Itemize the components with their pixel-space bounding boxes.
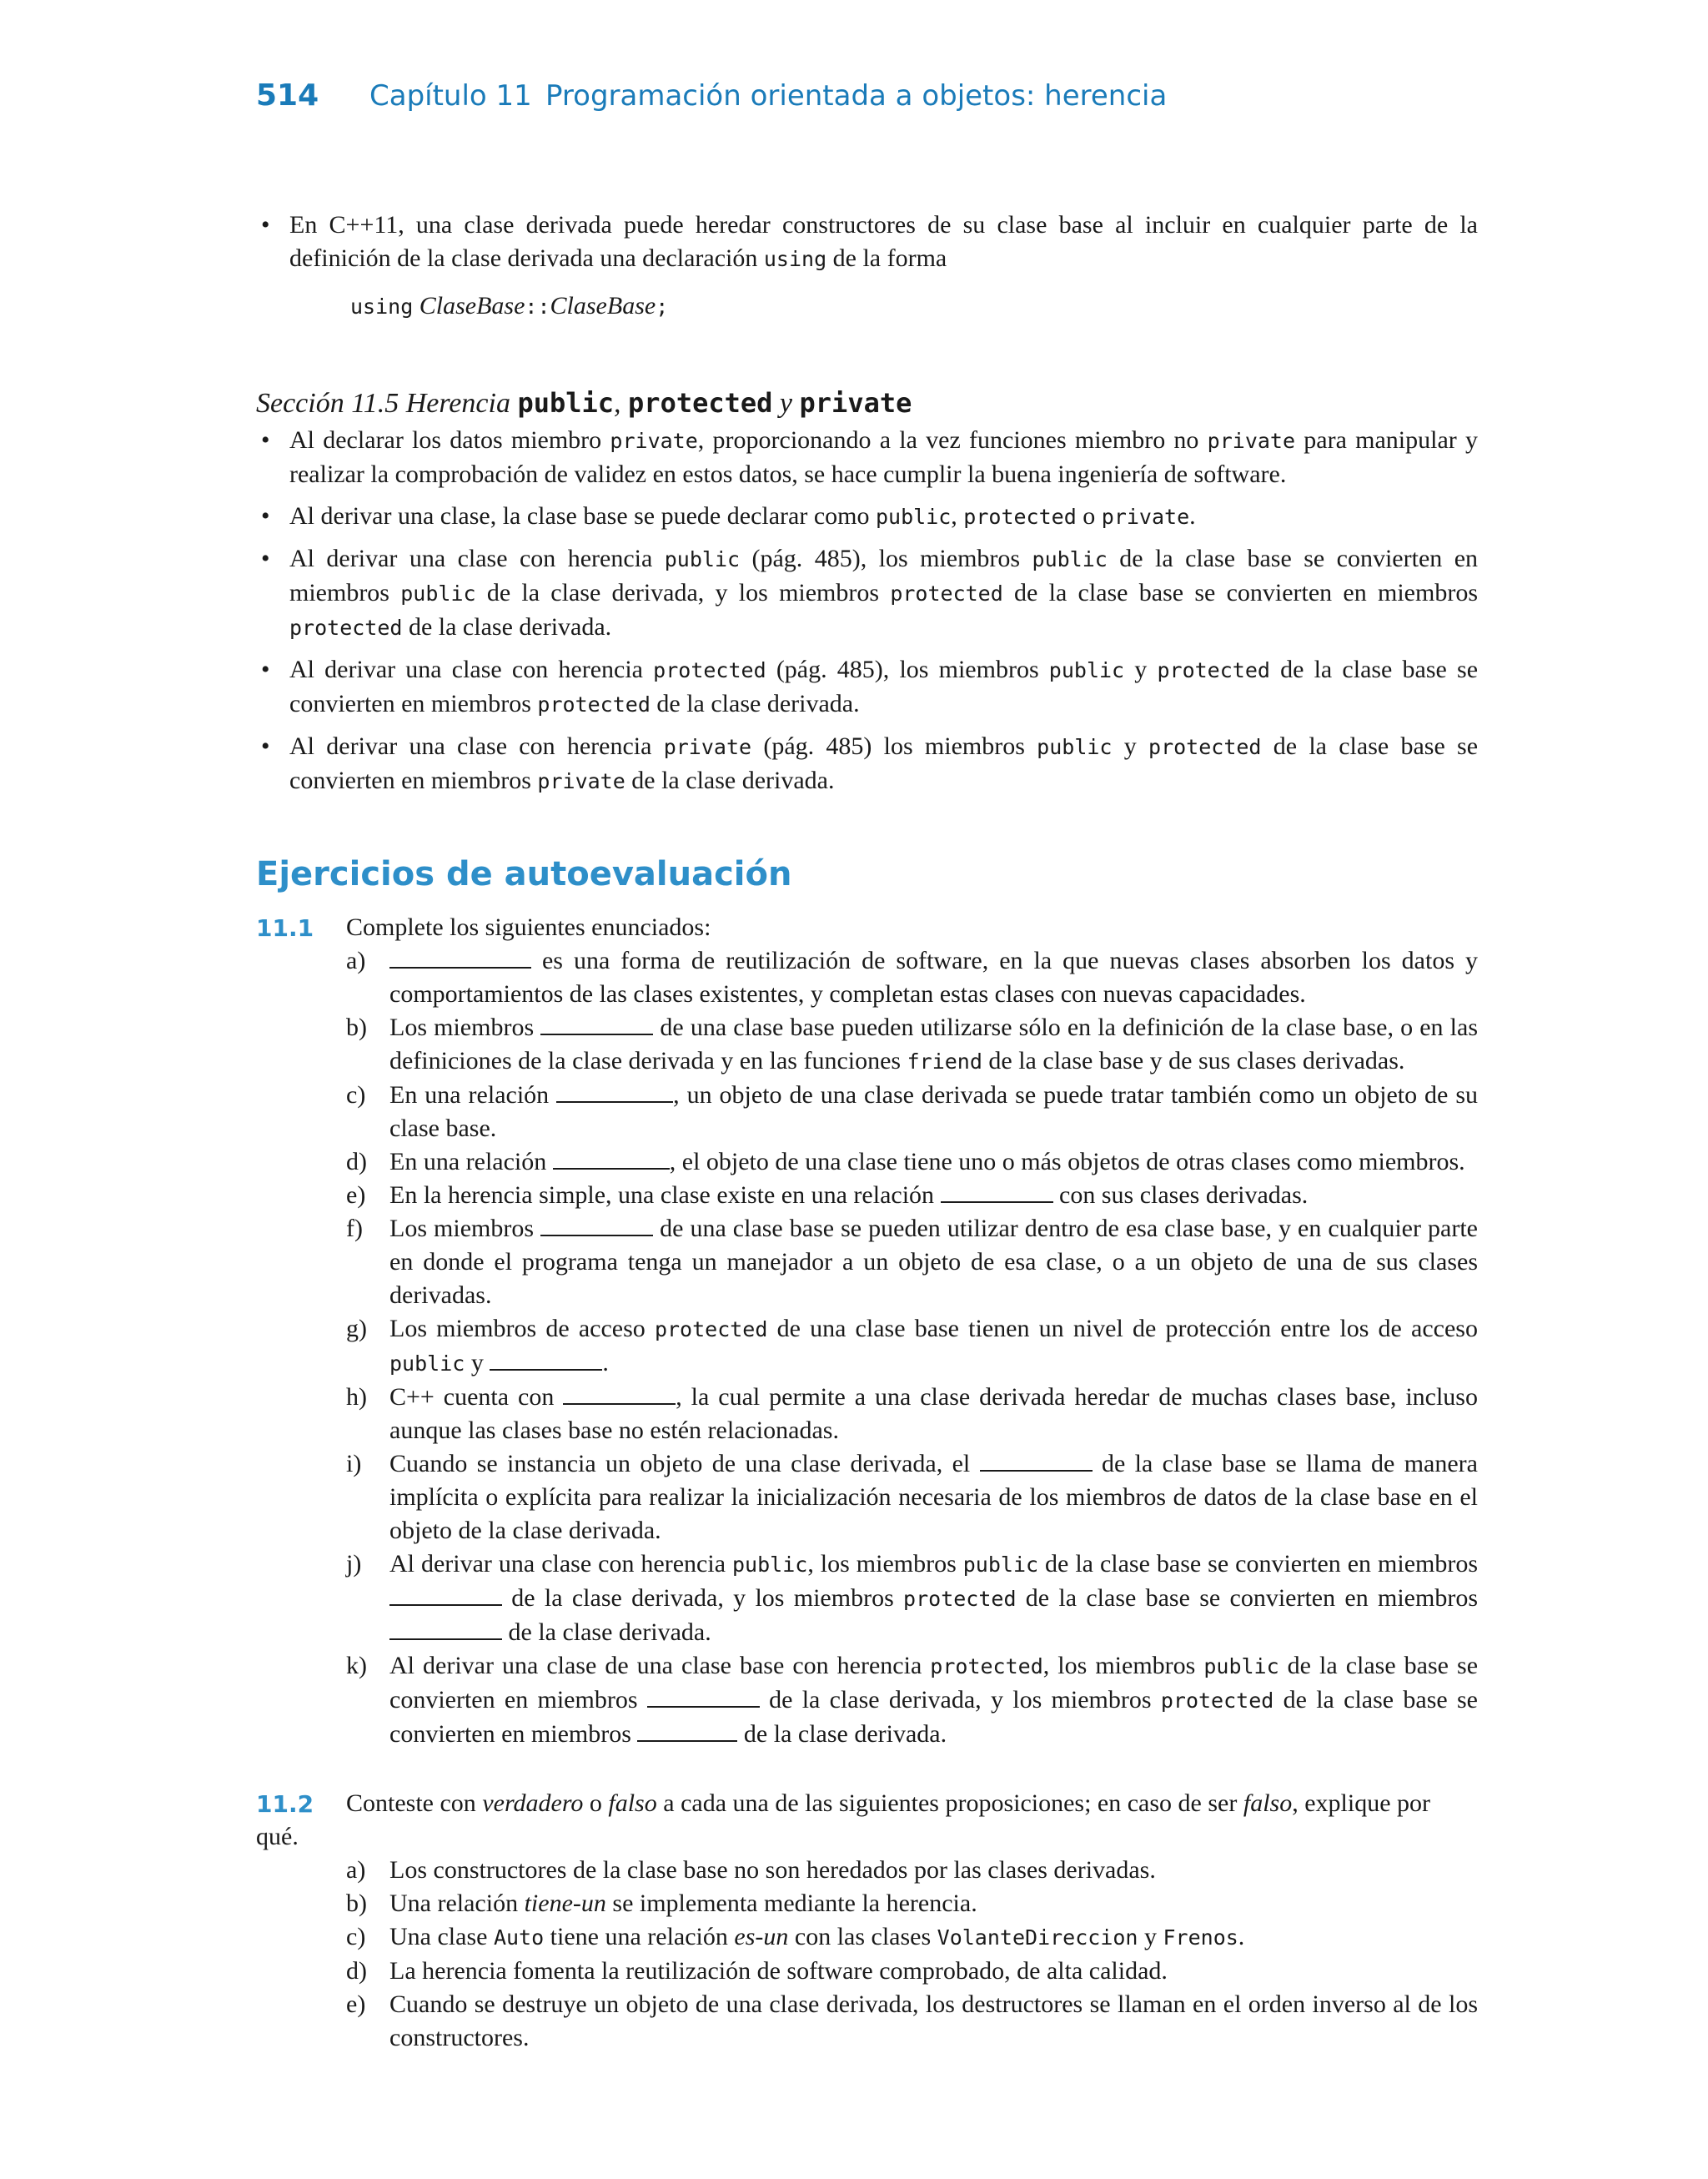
item-text: C++ cuenta con — [389, 1383, 564, 1411]
bullet-text: (pág. 485), los miembros — [766, 656, 1049, 683]
item-letter: j) — [346, 1550, 362, 1578]
exercise-item — [346, 944, 1478, 1011]
fill-blank[interactable] — [637, 1719, 737, 1742]
bullet-dot: • — [261, 656, 270, 683]
intro-bullet-block — [256, 209, 1478, 276]
bullet-text: Al derivar una clase con herencia — [289, 656, 654, 683]
item-letter: e) — [346, 1990, 366, 2018]
code-term: public — [664, 547, 741, 571]
item-text: , la cual permite a una clase derivada heredar de muchas clases base, incluso aunque las clases base no estén relacionadas. — [389, 1383, 1478, 1444]
item-letter: i) — [346, 1450, 362, 1477]
bullet-text: de la clase base se convierten en miembros — [289, 732, 1479, 794]
code-term: private — [1207, 429, 1296, 453]
bullet-text: , — [951, 502, 964, 530]
fill-blank[interactable] — [389, 1617, 502, 1640]
item-text: , los miembros — [807, 1550, 963, 1578]
prompt-italic: falso — [1243, 1789, 1293, 1817]
fill-blank[interactable] — [556, 1079, 673, 1103]
code-term: friend — [907, 1049, 982, 1074]
item-text: Al derivar una clase con herencia — [389, 1550, 732, 1578]
item-text: En una relación — [389, 1148, 553, 1175]
fill-blank[interactable] — [389, 945, 531, 969]
bullet-text: de la clase derivada. — [650, 690, 860, 717]
code-term: public — [389, 1351, 465, 1376]
section-bullets — [256, 424, 1478, 798]
item-text: de la clase derivada. — [737, 1720, 947, 1748]
item-text: , los miembros — [1042, 1652, 1204, 1679]
item-text: de una clase base se pueden utilizar dentro de esa clase base, y en cualquier parte en donde el programa tenga un manejador a un objeto de esa clase, o a un objeto de una de sus clases derivadas. — [389, 1215, 1478, 1309]
item-text: de la clase derivada, y los miembros — [502, 1584, 904, 1612]
item-letter: c) — [346, 1081, 366, 1109]
exercise-number: 11.2 — [256, 1790, 314, 1818]
item-letter: d) — [346, 1957, 367, 1985]
prompt-text: Conteste con — [346, 1789, 483, 1817]
item-letter: e) — [346, 1181, 366, 1209]
bullet-text: , proporcionando a la vez funciones miembro no — [697, 426, 1208, 454]
code-term: protected — [537, 692, 651, 717]
item-italic: es-un — [734, 1923, 789, 1950]
item-text: de la clase base se convierten en miembros — [1016, 1584, 1478, 1612]
code-term: protected — [654, 1317, 768, 1341]
bullet-text: En C++11, una clase derivada puede heredar constructores de su clase base al incluir en cualquier parte de la definición de la clase derivada una declaración — [289, 211, 1478, 272]
exercise-item — [346, 1011, 1478, 1079]
item-text: Cuando se destruye un objeto de una clase derivada, los destructores se llaman en el orden inverso al de los constructores. — [389, 1990, 1478, 2051]
exercise-item — [346, 1547, 1478, 1649]
bullet-text: y — [1124, 656, 1158, 683]
code-term: public — [1032, 547, 1108, 571]
code-term: public — [732, 1552, 808, 1577]
item-text: En una relación — [389, 1081, 557, 1109]
bullet-text: Al derivar una clase con herencia — [289, 545, 665, 572]
exercise-item — [346, 1145, 1478, 1179]
code-term: public — [1048, 658, 1125, 682]
section-comma: , — [614, 388, 629, 419]
exercise-item — [346, 1887, 1478, 1920]
code-class: ClaseBase — [419, 292, 525, 320]
exercise-item — [346, 1079, 1478, 1145]
code-term: private — [663, 735, 752, 759]
code-term: public — [1203, 1654, 1279, 1678]
bullet-text: de la clase base se convierten en miembros — [289, 545, 1479, 606]
bullet-item — [256, 500, 1478, 534]
item-letter: k) — [346, 1652, 367, 1679]
item-letter: c) — [346, 1923, 366, 1950]
bullet-text: de la clase base se convierten en miembros — [289, 656, 1479, 717]
item-letter: d) — [346, 1148, 367, 1175]
code-term: Auto — [493, 1925, 545, 1950]
item-text: Una relación — [389, 1890, 525, 1917]
item-text: de una clase base pueden utilizarse sólo en la definición de la clase base, o en las definiciones de la clase derivada y en las funciones — [389, 1014, 1478, 1074]
item-text: Los miembros — [389, 1014, 541, 1041]
code-term: using — [763, 247, 827, 271]
item-text: de la clase base y de sus clases derivadas. — [982, 1047, 1405, 1074]
bullet-text: de la clase base se convierten en miembros — [1002, 579, 1478, 606]
item-text: de la clase base se convierten en miembros — [1038, 1550, 1479, 1578]
page-number: 514 — [256, 78, 319, 113]
item-text: tiene una relación — [544, 1923, 735, 1950]
exercise-number: 11.1 — [256, 914, 314, 942]
bullet-text: de la clase derivada. — [625, 767, 835, 794]
item-text: Al derivar una clase de una clase base con herencia — [389, 1652, 931, 1679]
code-semicolon: ; — [656, 294, 669, 319]
bullet-text: Al derivar una clase con herencia — [289, 732, 664, 760]
item-text: de una clase base tienen un nivel de protección entre los de acceso — [767, 1315, 1478, 1342]
code-term: protected — [930, 1654, 1043, 1678]
section-and: y — [772, 388, 800, 419]
exercise-item — [346, 1988, 1478, 2055]
code-term: public — [875, 505, 952, 529]
exercise-prompt-continuation: qué. — [256, 1823, 299, 1850]
chapter-title: Programación orientada a objetos: herencia — [545, 79, 1168, 113]
item-text: y — [465, 1349, 490, 1376]
bullet-text: (pág. 485) los miembros — [751, 732, 1037, 760]
code-term: protected — [1160, 1688, 1274, 1713]
section-keyword: private — [799, 387, 912, 419]
exercise-item — [346, 1955, 1478, 1988]
item-text: de la clase base se convierten en miembros — [389, 1652, 1479, 1714]
section-prefix: Sección 11.5 Herencia — [256, 388, 518, 419]
bullet-text: o — [1076, 502, 1102, 530]
section-title — [256, 386, 912, 420]
bullet-item — [256, 653, 1478, 722]
bullet-dot: • — [261, 211, 270, 239]
item-text: se implementa mediante la herencia. — [605, 1890, 977, 1917]
exercise-item — [346, 1854, 1478, 1887]
code-term: Frenos — [1163, 1925, 1238, 1950]
bullet-item — [256, 424, 1478, 491]
item-letter: f) — [346, 1215, 363, 1242]
fill-blank[interactable] — [389, 1583, 502, 1606]
exercise-item — [346, 1649, 1478, 1751]
item-letter: b) — [346, 1014, 367, 1041]
item-text: de la clase derivada, y los miembros — [759, 1686, 1161, 1714]
prompt-italic: verdadero — [482, 1789, 584, 1817]
bullet-item — [256, 209, 1478, 276]
bullet-text: y — [1112, 732, 1149, 760]
bullet-dot: • — [261, 732, 270, 760]
item-text: En la herencia simple, una clase existe en una relación — [389, 1181, 941, 1209]
fill-blank[interactable] — [941, 1180, 1053, 1203]
bullet-text: . — [1189, 502, 1196, 530]
fill-blank[interactable] — [563, 1381, 676, 1405]
code-class: ClaseBase — [550, 292, 656, 320]
item-text: de la clase derivada. — [502, 1618, 711, 1646]
exercise-item — [346, 1212, 1478, 1312]
code-term: protected — [903, 1587, 1017, 1611]
bullet-text: (pág. 485), los miembros — [740, 545, 1032, 572]
bullet-text: Al derivar una clase, la clase base se puede declarar como — [289, 502, 876, 530]
exercise-prompt: Complete los siguientes enunciados: — [346, 913, 711, 941]
fill-blank[interactable] — [490, 1347, 602, 1371]
item-letter: b) — [346, 1890, 367, 1917]
exercise-item — [346, 1381, 1478, 1447]
fill-blank[interactable] — [980, 1448, 1093, 1472]
item-text: La herencia fomenta la reutilización de software comprobado, de alta calidad. — [389, 1957, 1168, 1985]
code-term: public — [400, 581, 476, 606]
code-keyword: using — [350, 294, 414, 319]
item-text: , el objeto de una clase tiene uno o más objetos de otras clases como miembros. — [669, 1148, 1465, 1175]
item-text: de la clase base se convierten en miembros — [389, 1686, 1478, 1748]
code-scope: :: — [525, 294, 550, 319]
item-text: de la clase base se llama de manera implícita o explícita para realizar la inicialización necesaria de los miembros de datos de la clase base en el objeto de la clase derivada. — [389, 1450, 1478, 1544]
bullet-dot: • — [261, 545, 270, 572]
bullet-text: Al declarar los datos miembro — [289, 426, 610, 454]
fill-blank[interactable] — [540, 1213, 653, 1236]
section-keyword: protected — [628, 387, 773, 419]
item-text: con las clases — [788, 1923, 937, 1950]
exercise-item — [346, 1179, 1478, 1212]
prompt-text: , explique por — [1292, 1789, 1431, 1817]
code-term: protected — [653, 658, 766, 682]
chapter-label: Capítulo 11 — [369, 79, 532, 113]
exercises-heading: Ejercicios de autoevaluación — [256, 855, 792, 893]
fill-blank[interactable] — [553, 1146, 670, 1170]
item-text: y — [1138, 1923, 1163, 1950]
exercise-prompt — [346, 1787, 1478, 1820]
exercise-items — [346, 1854, 1478, 2055]
item-text: Una clase — [389, 1923, 494, 1950]
item-text: . — [602, 1349, 609, 1376]
code-term: protected — [1157, 658, 1270, 682]
exercise-item — [346, 1312, 1478, 1381]
exercise-item — [346, 1447, 1478, 1547]
item-letter: h) — [346, 1383, 367, 1411]
code-term: public — [962, 1552, 1039, 1577]
item-letter: a) — [346, 1856, 366, 1884]
prompt-text: o — [583, 1789, 609, 1817]
exercise-items — [346, 944, 1478, 1751]
item-text: Los miembros de acceso — [389, 1315, 655, 1342]
item-text: Los constructores de la clase base no son heredados por las clases derivadas. — [389, 1856, 1156, 1884]
code-term: protected — [1148, 735, 1262, 759]
code-example — [350, 289, 668, 324]
bullet-dot: • — [261, 502, 270, 530]
item-text: Cuando se instancia un objeto de una clase derivada, el — [389, 1450, 980, 1477]
fill-blank[interactable] — [647, 1684, 760, 1708]
section-keyword: public — [517, 387, 615, 419]
code-term: protected — [289, 616, 403, 640]
bullet-item — [256, 542, 1478, 645]
code-term: protected — [963, 505, 1077, 529]
exercise-item — [346, 1920, 1478, 1955]
bullet-text: de la clase derivada, y los miembros — [475, 579, 891, 606]
bullet-text: para manipular y realizar la comprobación de validez en estos datos, se hace cumplir la buena ingeniería de software. — [289, 426, 1478, 488]
item-text: es una forma de reutilización de software, en la que nuevas clases absorben los datos y comportamientos de las clases existentes, y completan estas clases con nuevas capacidades. — [389, 947, 1478, 1008]
code-term: private — [1101, 505, 1190, 529]
code-term: VolanteDireccion — [937, 1925, 1138, 1950]
item-text: . — [1238, 1923, 1245, 1950]
code-term: private — [610, 429, 698, 453]
bullet-item — [256, 730, 1478, 798]
item-text: Los miembros — [389, 1215, 541, 1242]
item-text: con sus clases derivadas. — [1052, 1181, 1309, 1209]
item-text: , un objeto de una clase derivada se puede tratar también como un objeto de su clase base. — [389, 1081, 1478, 1142]
prompt-text: a cada una de las siguientes proposiciones; en caso de ser — [656, 1789, 1243, 1817]
prompt-italic: falso — [608, 1789, 657, 1817]
item-italic: tiene-un — [524, 1890, 606, 1917]
code-term: protected — [890, 581, 1003, 606]
bullet-text: de la forma — [826, 244, 947, 272]
item-letter: a) — [346, 947, 366, 974]
code-term: public — [1037, 735, 1113, 759]
fill-blank[interactable] — [540, 1012, 653, 1035]
bullet-dot: • — [261, 426, 270, 454]
item-letter: g) — [346, 1315, 367, 1342]
code-term: private — [537, 769, 625, 793]
bullet-text: de la clase derivada. — [402, 613, 612, 641]
